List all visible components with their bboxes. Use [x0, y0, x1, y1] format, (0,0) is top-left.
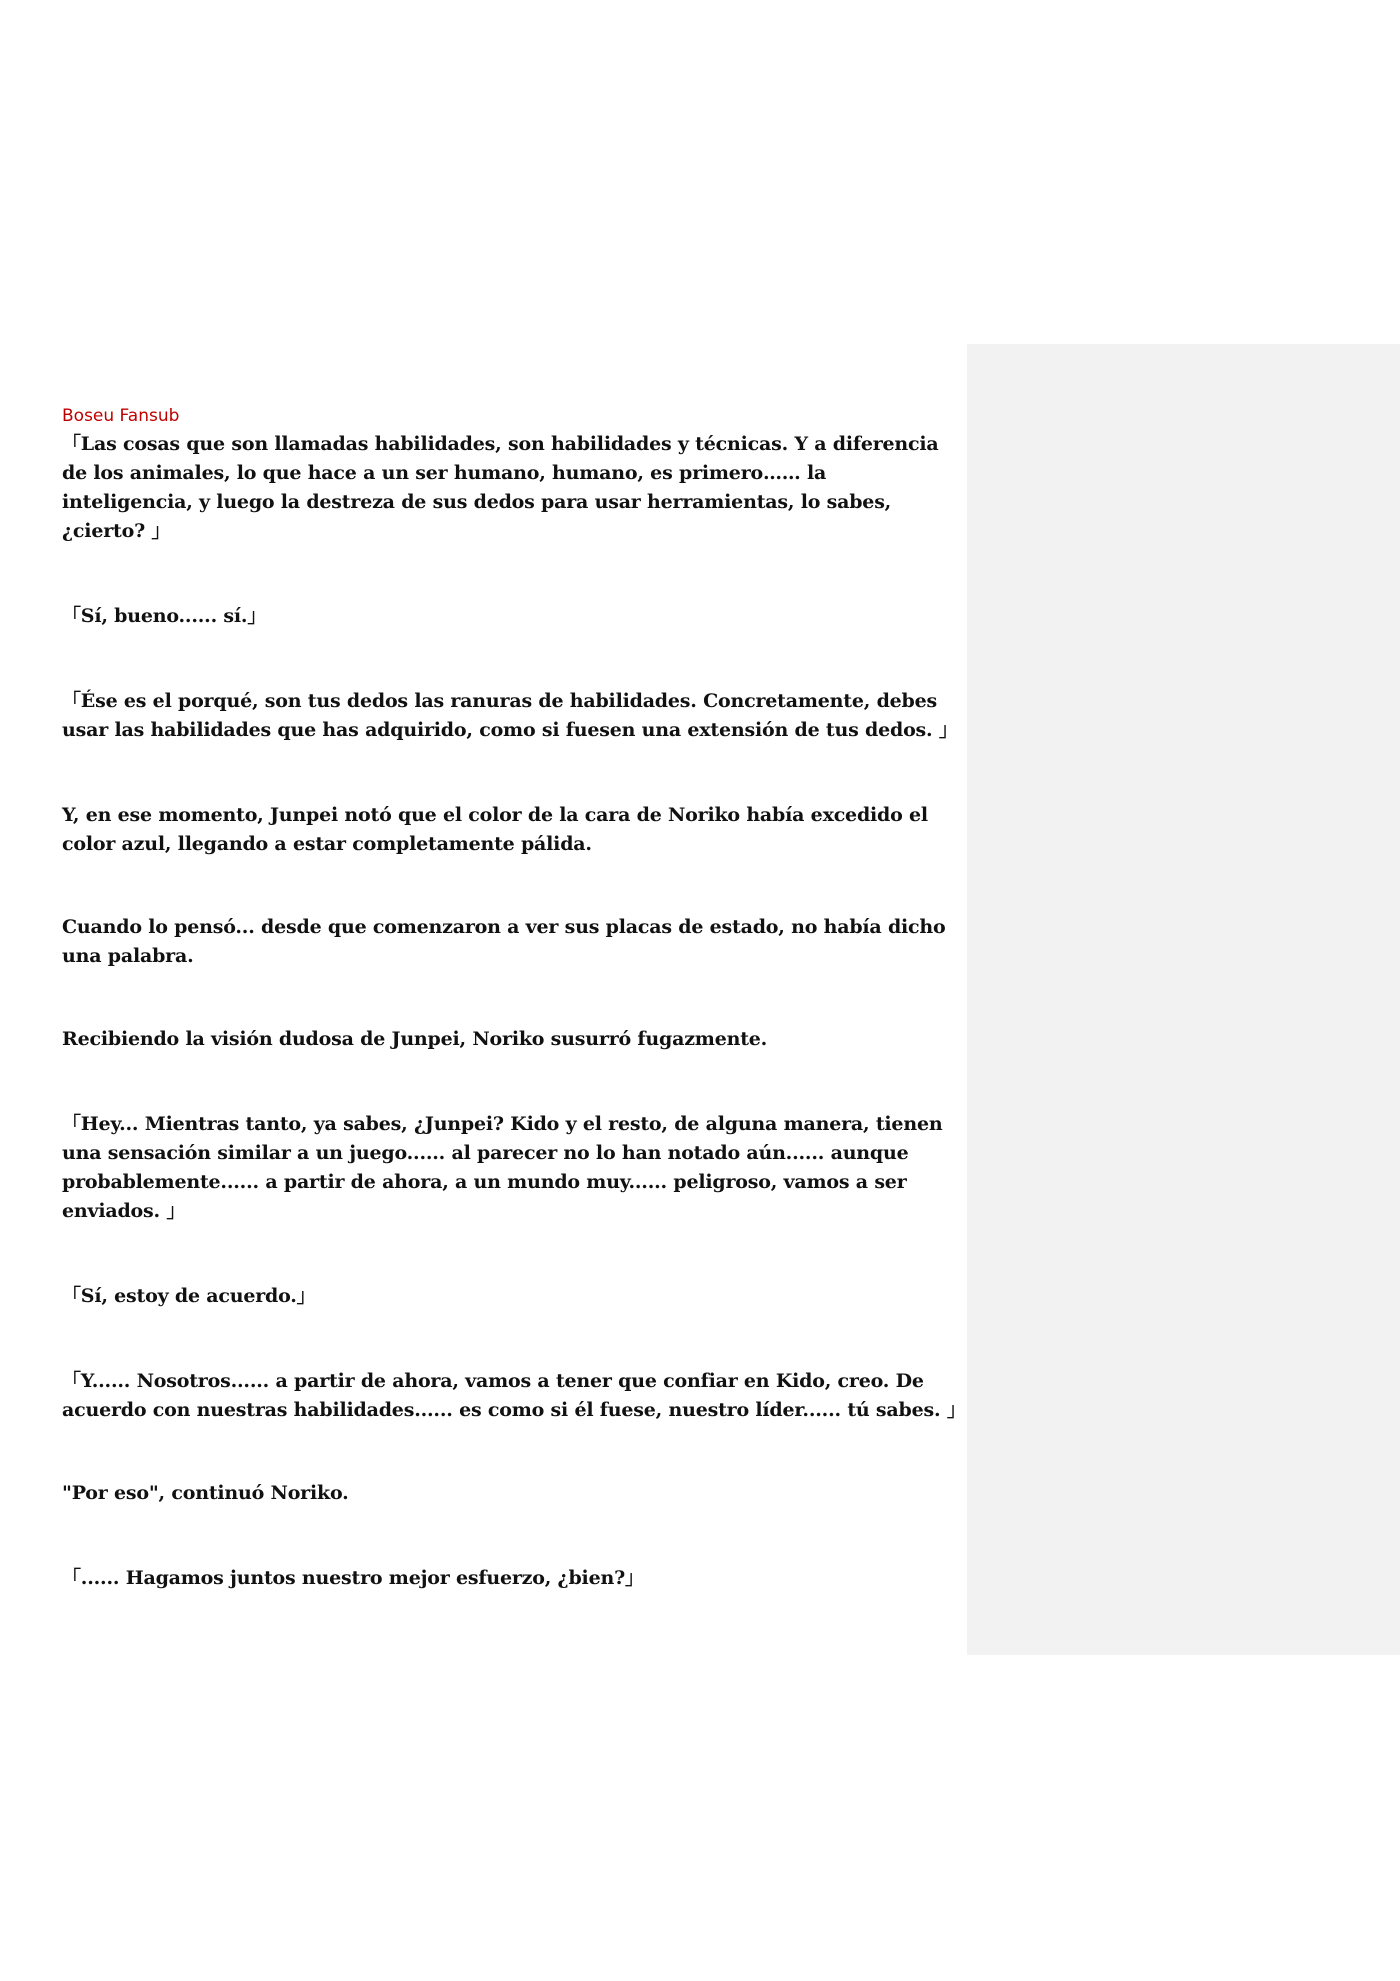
paragraph-1: 「Las cosas que son llamadas habilidades, son habilidades y técnicas. Y a diferencia de los animales, lo que hace a un ser humano, humano, es primero…… la inteligencia, y luego la destreza de sus dedos para usar herramientas, lo sabes, ¿cierto? 」 — [62, 433, 939, 542]
paragraph-3: 「Ése es el porqué, son tus dedos las ranuras de habilidades. Concretamente, debes usar las habilidades que has adquirido, como si fuesen una extensión de tus dedos. 」 — [62, 690, 958, 741]
paragraph-9: 「Y...... Nosotros...... a partir de ahora, vamos a tener que confiar en Kido, creo. De acuerdo con nuestras habilidades...... es como si él fuese, nuestro líder...... tú sabes. 」 — [62, 1370, 966, 1421]
comment-pane — [967, 344, 1400, 1655]
paragraph-11: 「...... Hagamos juntos nuestro mejor esfuerzo, ¿bien?」 — [62, 1567, 644, 1589]
paragraph-8: 「Sí, estoy de acuerdo.」 — [62, 1285, 316, 1307]
paragraph-2: 「Sí, bueno...... sí.」 — [62, 605, 267, 627]
paragraph-6: Recibiendo la visión dudosa de Junpei, Noriko susurró fugazmente. — [62, 1028, 768, 1050]
document-body[interactable] — [62, 404, 966, 1593]
paragraph-5: Cuando lo pensó... desde que comenzaron a ver sus placas de estado, no había dicho una palabra. — [62, 916, 946, 967]
paragraph-10: "Por eso", continuó Noriko. — [62, 1482, 349, 1504]
paragraph-7: 「Hey... Mientras tanto, ya sabes, ¿Junpei? Kido y el resto, de alguna manera, tienen una sensación similar a un juego...... al parecer no lo han notado aún...... aunque probablemente...... a partir de ahora, a un mundo muy...... peligroso, vamos a ser enviados. 」 — [62, 1113, 943, 1222]
paragraph-4: Y, en ese momento, Junpei notó que el color de la cara de Noriko había excedido el color azul, llegando a estar completamente pálida. — [62, 804, 928, 855]
header-label: Boseu Fansub — [62, 406, 180, 426]
